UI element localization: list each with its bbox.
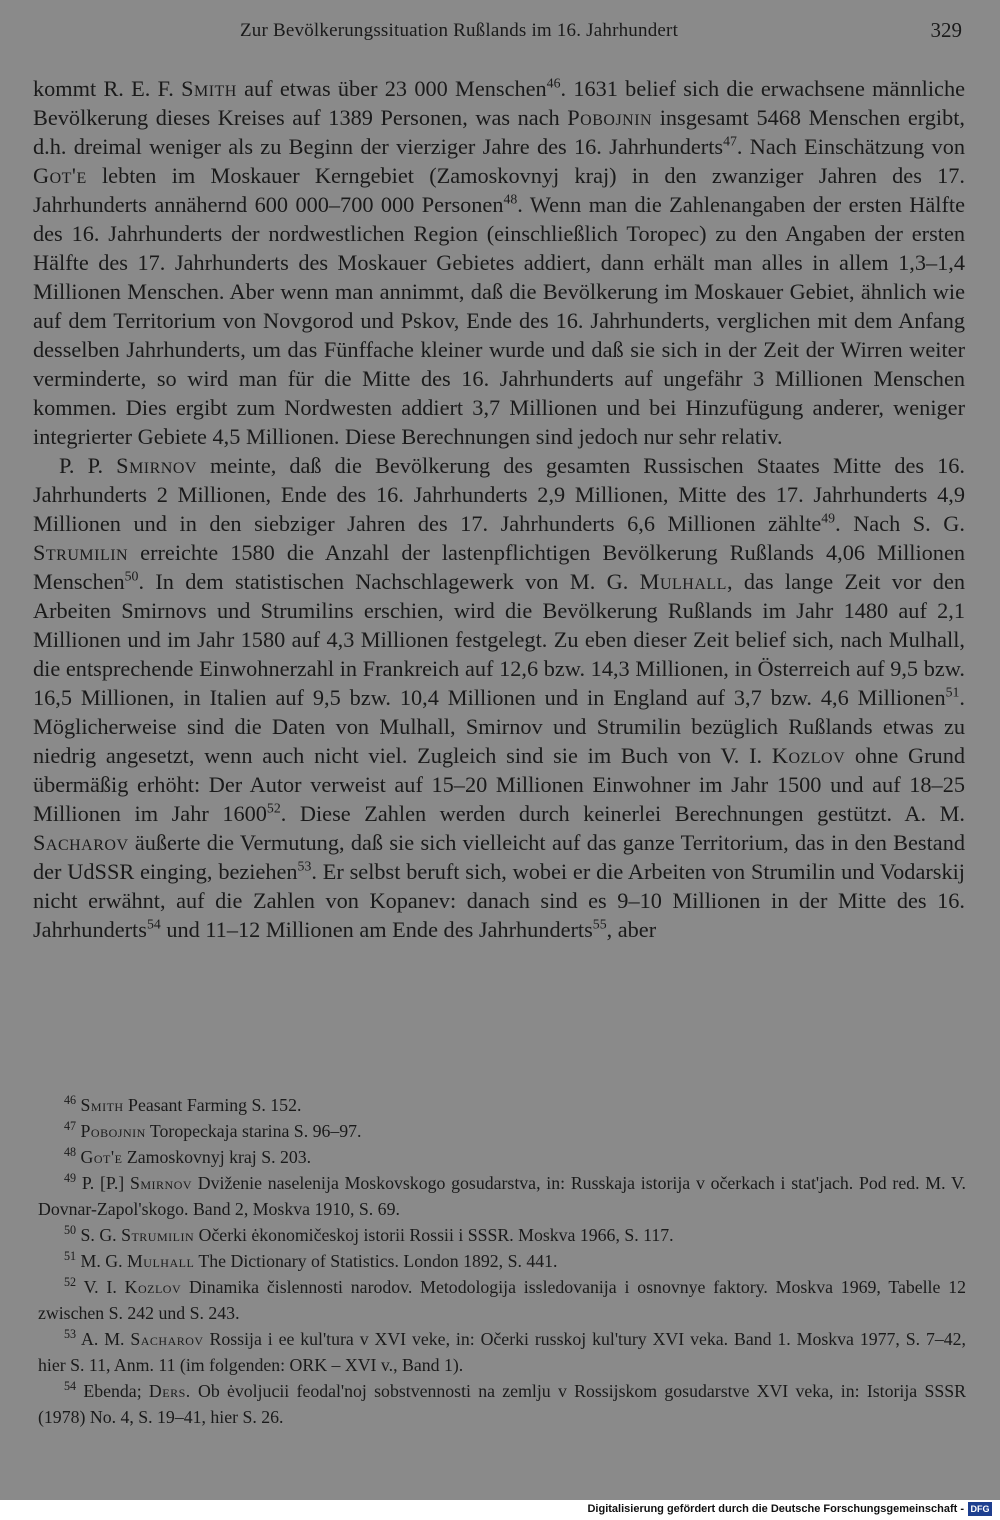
text-run: . Nach Einschätzung von bbox=[736, 134, 965, 159]
text-run: Rossija i ee kul'tura v XVI veke, in: Očerki russkoj kul'tury XVI veka. Band 1. Moskva 1977, S. 7–42, hier S. 11, Anm. 11 (im folgenden: ORK – XVI v., Band 1). bbox=[38, 1329, 966, 1375]
text-run: . Diese Zahlen werden durch keinerlei Berechnungen gestützt. A. M. bbox=[280, 801, 965, 826]
footnote-ref: 46 bbox=[64, 1093, 77, 1108]
footnote-ref: 46 bbox=[546, 75, 561, 91]
paragraph bbox=[33, 74, 965, 451]
footnote-ref: 53 bbox=[64, 1327, 77, 1342]
text-run: M. G. bbox=[76, 1251, 127, 1271]
text-run: Dviženie naselenija Moskovskogo gosudarstva, in: Russkaja istorija v očerkach i stat'jach. Pod red. M. V. Dovnar-Zapol'skogo. Band 2, Moskva 1910, S. 69. bbox=[38, 1173, 967, 1219]
author-name: Sacharov bbox=[130, 1329, 204, 1349]
text-run: lebten im Moskauer Kerngebiet (Zamoskovnyj kraj) in den zwanziger Jahren des 17. Jahrhunderts annähernd 600 000–700 000 Personen bbox=[33, 163, 965, 217]
text-run: . Nach S. G. bbox=[835, 511, 965, 536]
author-name: Kozlov bbox=[771, 743, 846, 768]
footnote bbox=[38, 1144, 966, 1170]
text-run: Peasant Farming S. 152. bbox=[123, 1095, 302, 1115]
text-run: , das lange Zeit vor den Arbeiten Smirnovs und Strumilins erschien, wird die Bevölkerung Rußlands im Jahr 1480 auf 2,1 Millionen und im Jahr 1580 auf 4,3 Millionen festgelegt. Zu eben dieser Zeit belief sich, nach Mulhall, die entsprechende Einwohnerzahl in Frankreich auf 12,6 bzw. 14,3 Millionen, in Österreich auf 9,5 bzw. 16,5 Millionen, in Italien auf 9,5 bzw. 10,4 Millionen und in England auf 3,7 bzw. 4,6 Millionen bbox=[33, 569, 965, 710]
text-run: . 1631 belief sich die erwachsene männliche Bevölkerung dieses Kreises auf 1389 Personen, was nach bbox=[33, 76, 965, 130]
text-run: V. I. bbox=[76, 1277, 125, 1297]
footnote bbox=[38, 1378, 966, 1430]
digitization-footer bbox=[0, 1500, 1000, 1520]
text-run: . Wenn man die Zahlenangaben der ersten Hälfte des 16. Jahrhunderts der nordwestlichen Region (einschließlich Toropec) zu den Angaben der ersten Hälfte des 17. Jahrhunderts des Moskauer Gebietes addiert, dann erhält man alles in allem 1,3–1,4 Millionen Menschen. Aber wenn man annimmt, daß die Bevölkerung im Moskauer Gebiet, ähnlich wie auf dem Territorium von Novgorod und Pskov, Ende des 16. Jahrhunderts, verglichen mit dem Anfang desselben Jahrhunderts, um das Fünffache kleiner wurde und daß sie sich in der Zeit der Wirren weiter verminderte, so wird man für die Mitte des 16. Jahrhunderts auf ungefähr 3 Millionen Menschen kommen. Dies ergibt zum Nordwesten addiert 3,7 Millionen und bei Hinzufügung anderer, weniger integrierter Gebiete 4,5 Millionen. Diese Berechnungen sind jedoch nur sehr relativ. bbox=[33, 192, 965, 449]
footnote bbox=[38, 1248, 966, 1274]
footnote bbox=[38, 1092, 966, 1118]
text-run: und 11–12 Millionen am Ende des Jahrhunderts bbox=[160, 917, 593, 942]
text-run: . In dem statistischen Nachschlagewerk von M. G. bbox=[138, 569, 640, 594]
text-run: insgesamt 5468 Menschen ergibt, d.h. dreimal weniger als zu Beginn der vierziger Jahre des 16. Jahrhunderts bbox=[33, 105, 965, 159]
footnote-ref: 47 bbox=[64, 1119, 77, 1134]
text-run: meinte, daß die Bevölkerung des gesamten Russischen Staates Mitte des 16. Jahrhunderts 2 Millionen, Ende des 16. Jahrhunderts 2,9 Millionen, Mitte des 17. Jahrhunderts 4,9 Millionen und in den siebziger Jahren des 17. Jahrhunderts 6,6 Millionen zählte bbox=[33, 453, 965, 536]
page-header bbox=[0, 20, 1000, 48]
author-name: Smirnov bbox=[116, 453, 197, 478]
footnote-ref: 52 bbox=[266, 800, 281, 816]
author-name: Smith bbox=[80, 1095, 124, 1115]
author-name: Mulhall bbox=[126, 1251, 195, 1271]
text-run: S. G. bbox=[76, 1225, 122, 1245]
text-run: A. M. bbox=[76, 1329, 131, 1349]
footnote-ref: 53 bbox=[297, 858, 312, 874]
footnote-ref: 50 bbox=[124, 568, 139, 584]
author-name: Smith bbox=[181, 76, 237, 101]
footnote-ref: 47 bbox=[723, 133, 737, 149]
text-run: . Er selbst beruft sich, wobei er die Arbeiten von Strumilin und Vodarskij nicht erwähnt, auf die Zahlen von Kopanev: danach sind es 9–10 Millionen in der Mitte des 16. Jahrhunderts bbox=[33, 859, 965, 942]
text-run: The Dictionary of Statistics. London 1892, S. 441. bbox=[194, 1251, 558, 1271]
footnote-ref: 49 bbox=[64, 1171, 77, 1186]
funding-credit: Digitalisierung gefördert durch die Deutsche Forschungsgemeinschaft - bbox=[587, 1503, 964, 1515]
footnote-ref: 54 bbox=[64, 1379, 77, 1394]
footnote bbox=[38, 1222, 966, 1248]
text-run: Ebenda; bbox=[76, 1381, 149, 1401]
footnote-ref: 49 bbox=[821, 510, 836, 526]
author-name: Ders. bbox=[148, 1381, 191, 1401]
footnote-ref: 50 bbox=[64, 1223, 77, 1238]
footnote bbox=[38, 1274, 966, 1326]
footnote bbox=[38, 1326, 966, 1378]
dfg-logo: DFG bbox=[968, 1502, 992, 1516]
footnote-ref: 48 bbox=[503, 191, 518, 207]
footnote-ref: 55 bbox=[592, 916, 607, 932]
footnotes bbox=[38, 1092, 966, 1430]
footnote-ref: 51 bbox=[945, 684, 960, 700]
text-run: äußerte die Vermutung, daß sie sich vielleicht auf das ganze Territorium, das in den Bestand der UdSSR einging, beziehen bbox=[33, 830, 965, 884]
text-run: P. [P.] bbox=[76, 1173, 130, 1193]
footnote bbox=[38, 1118, 966, 1144]
text-run: auf etwas über 23 000 Menschen bbox=[236, 76, 547, 101]
text-run: Dinamika čislennosti narodov. Metodologija issledovanija i osnovnye faktory. Moskva 1969, Tabelle 12 zwischen S. 242 und S. 243. bbox=[38, 1277, 966, 1323]
footnote-ref: 48 bbox=[64, 1145, 77, 1160]
text-run: . Möglicherweise sind die Daten von Mulhall, Smirnov und Strumilin bezüglich Rußlands etwas zu niedrig angesetzt, wenn auch nicht viel. Zugleich sind sie im Buch von V. I. bbox=[33, 685, 965, 768]
text-run: ohne Grund übermäßig erhöht: Der Autor verweist auf 15–20 Millionen Einwohner im Jahr 1500 und auf 18–25 Millionen im Jahr 1600 bbox=[33, 743, 965, 826]
text-run: kommt R. E. F. bbox=[33, 76, 182, 101]
author-name: Mulhall bbox=[639, 569, 727, 594]
author-name: Pobojnin bbox=[80, 1121, 146, 1141]
text-run: Očerki ėkonomičeskoj istorii Rossii i SSSR. Moskva 1966, S. 117. bbox=[194, 1225, 674, 1245]
author-name: Got'e bbox=[33, 163, 87, 188]
author-name: Pobojnin bbox=[567, 105, 653, 130]
page-number: 329 bbox=[930, 18, 962, 42]
paragraph bbox=[33, 451, 965, 944]
text-run: , aber bbox=[606, 917, 657, 942]
text-run: erreichte 1580 die Anzahl der lastenpflichtigen Bevölkerung Rußlands 4,06 Millionen Menschen bbox=[33, 540, 965, 594]
author-name: Smirnov bbox=[129, 1173, 193, 1193]
text-run: Ob ėvoljucii feodal'noj sobstvennosti na zemlju v Rossijskom gosudarstve XVI veka, in: Istorija SSSR (1978) No. 4, S. 19–41, hier S. 26. bbox=[38, 1381, 966, 1427]
author-name: Strumilin bbox=[33, 540, 129, 565]
text-run: Toropeckaja starina S. 96–97. bbox=[145, 1121, 362, 1141]
footnote-ref: 51 bbox=[64, 1249, 77, 1264]
footnote-ref: 52 bbox=[64, 1275, 77, 1290]
running-title: Zur Bevölkerungssituation Rußlands im 16. Jahrhundert bbox=[240, 20, 679, 41]
author-name: Sacharov bbox=[33, 830, 129, 855]
author-name: Got'e bbox=[80, 1147, 123, 1167]
author-name: Kozlov bbox=[124, 1277, 182, 1297]
footnote bbox=[38, 1170, 966, 1222]
text-run: Zamoskovnyj kraj S. 203. bbox=[122, 1147, 312, 1167]
body-text bbox=[33, 74, 965, 944]
author-name: Strumilin bbox=[121, 1225, 195, 1245]
text-run: P. P. bbox=[59, 453, 117, 478]
footnote-ref: 54 bbox=[146, 916, 161, 932]
